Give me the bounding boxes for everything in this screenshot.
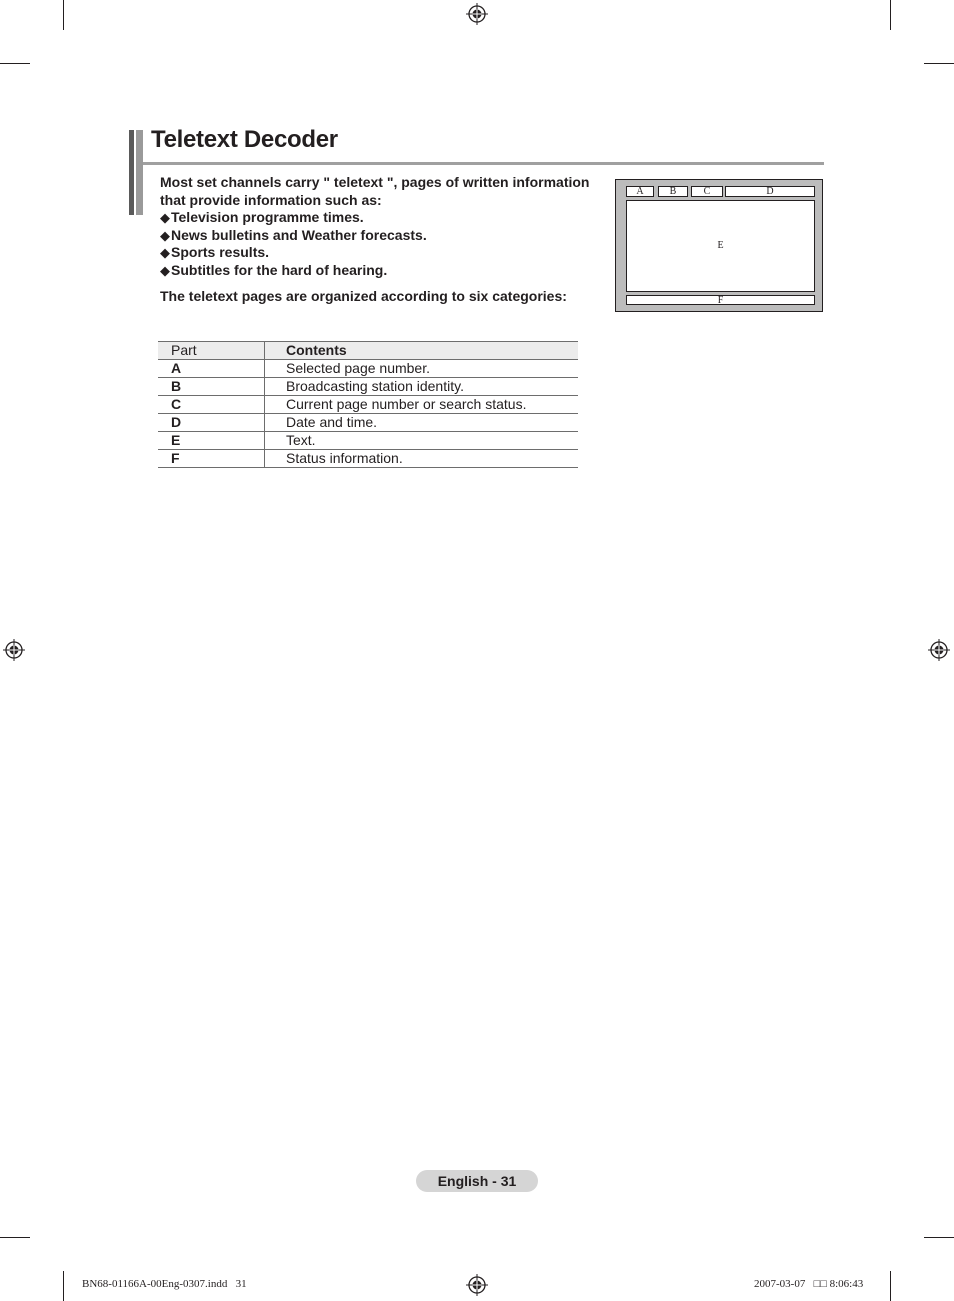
teletext-screen-diagram <box>615 179 823 312</box>
table-row <box>158 432 578 450</box>
table-cell-part: A <box>158 360 265 378</box>
title-rule <box>143 162 824 165</box>
print-timestamp: 2007-03-07 □□ 8:06:43 <box>754 1278 864 1290</box>
crop-mark <box>0 63 30 64</box>
intro-section <box>160 173 600 279</box>
table-cell-contents: Status information. <box>265 450 579 468</box>
categories-table <box>158 341 578 468</box>
table-cell-part: D <box>158 414 265 432</box>
crop-mark <box>890 1271 891 1301</box>
crop-mark <box>924 1237 954 1238</box>
intro-paragraph: Most set channels carry " teletext ", pages of written information that provide information such as: <box>160 174 590 208</box>
table-row <box>158 360 578 378</box>
crop-mark <box>924 63 954 64</box>
categories-note: The teletext pages are organized according to six categories: <box>160 288 567 304</box>
bullet-list <box>160 209 600 279</box>
table-cell-part: F <box>158 450 265 468</box>
table-cell-contents: Broadcasting station identity. <box>265 378 579 396</box>
table-row <box>158 396 578 414</box>
diagram-area-c: C <box>691 186 723 197</box>
registration-mark-icon <box>466 3 488 25</box>
registration-mark-icon <box>466 1274 488 1296</box>
crop-mark <box>0 1237 30 1238</box>
column-header-contents: Contents <box>265 342 579 360</box>
crop-mark <box>890 0 891 30</box>
diagram-area-e: E <box>626 200 815 292</box>
table-cell-part: E <box>158 432 265 450</box>
table-header-row <box>158 342 578 360</box>
table-cell-part: B <box>158 378 265 396</box>
title-accent-bar <box>129 130 143 215</box>
crop-mark <box>63 0 64 30</box>
diagram-area-a: A <box>626 186 654 197</box>
list-item: ◆ News bulletins and Weather forecasts. <box>160 227 600 245</box>
file-slug: BN68-01166A-00Eng-0307.indd 31 <box>82 1278 247 1290</box>
table-cell-contents: Date and time. <box>265 414 579 432</box>
table-cell-contents: Current page number or search status. <box>265 396 579 414</box>
table-cell-contents: Text. <box>265 432 579 450</box>
diagram-area-b: B <box>658 186 688 197</box>
diagram-area-d: D <box>725 186 815 197</box>
table-cell-contents: Selected page number. <box>265 360 579 378</box>
crop-mark <box>63 1271 64 1301</box>
list-item: ◆ Television programme times. <box>160 209 600 227</box>
table-row <box>158 414 578 432</box>
diagram-area-f: F <box>626 295 815 305</box>
table-row <box>158 378 578 396</box>
list-item: ◆ Subtitles for the hard of hearing. <box>160 262 600 280</box>
page-number-badge: English - 31 <box>416 1170 538 1192</box>
table-cell-part: C <box>158 396 265 414</box>
table-row <box>158 450 578 468</box>
registration-mark-icon <box>3 639 25 661</box>
page-title: Teletext Decoder <box>151 126 338 153</box>
registration-mark-icon <box>928 639 950 661</box>
column-header-part: Part <box>158 342 265 360</box>
list-item: ◆ Sports results. <box>160 244 600 262</box>
